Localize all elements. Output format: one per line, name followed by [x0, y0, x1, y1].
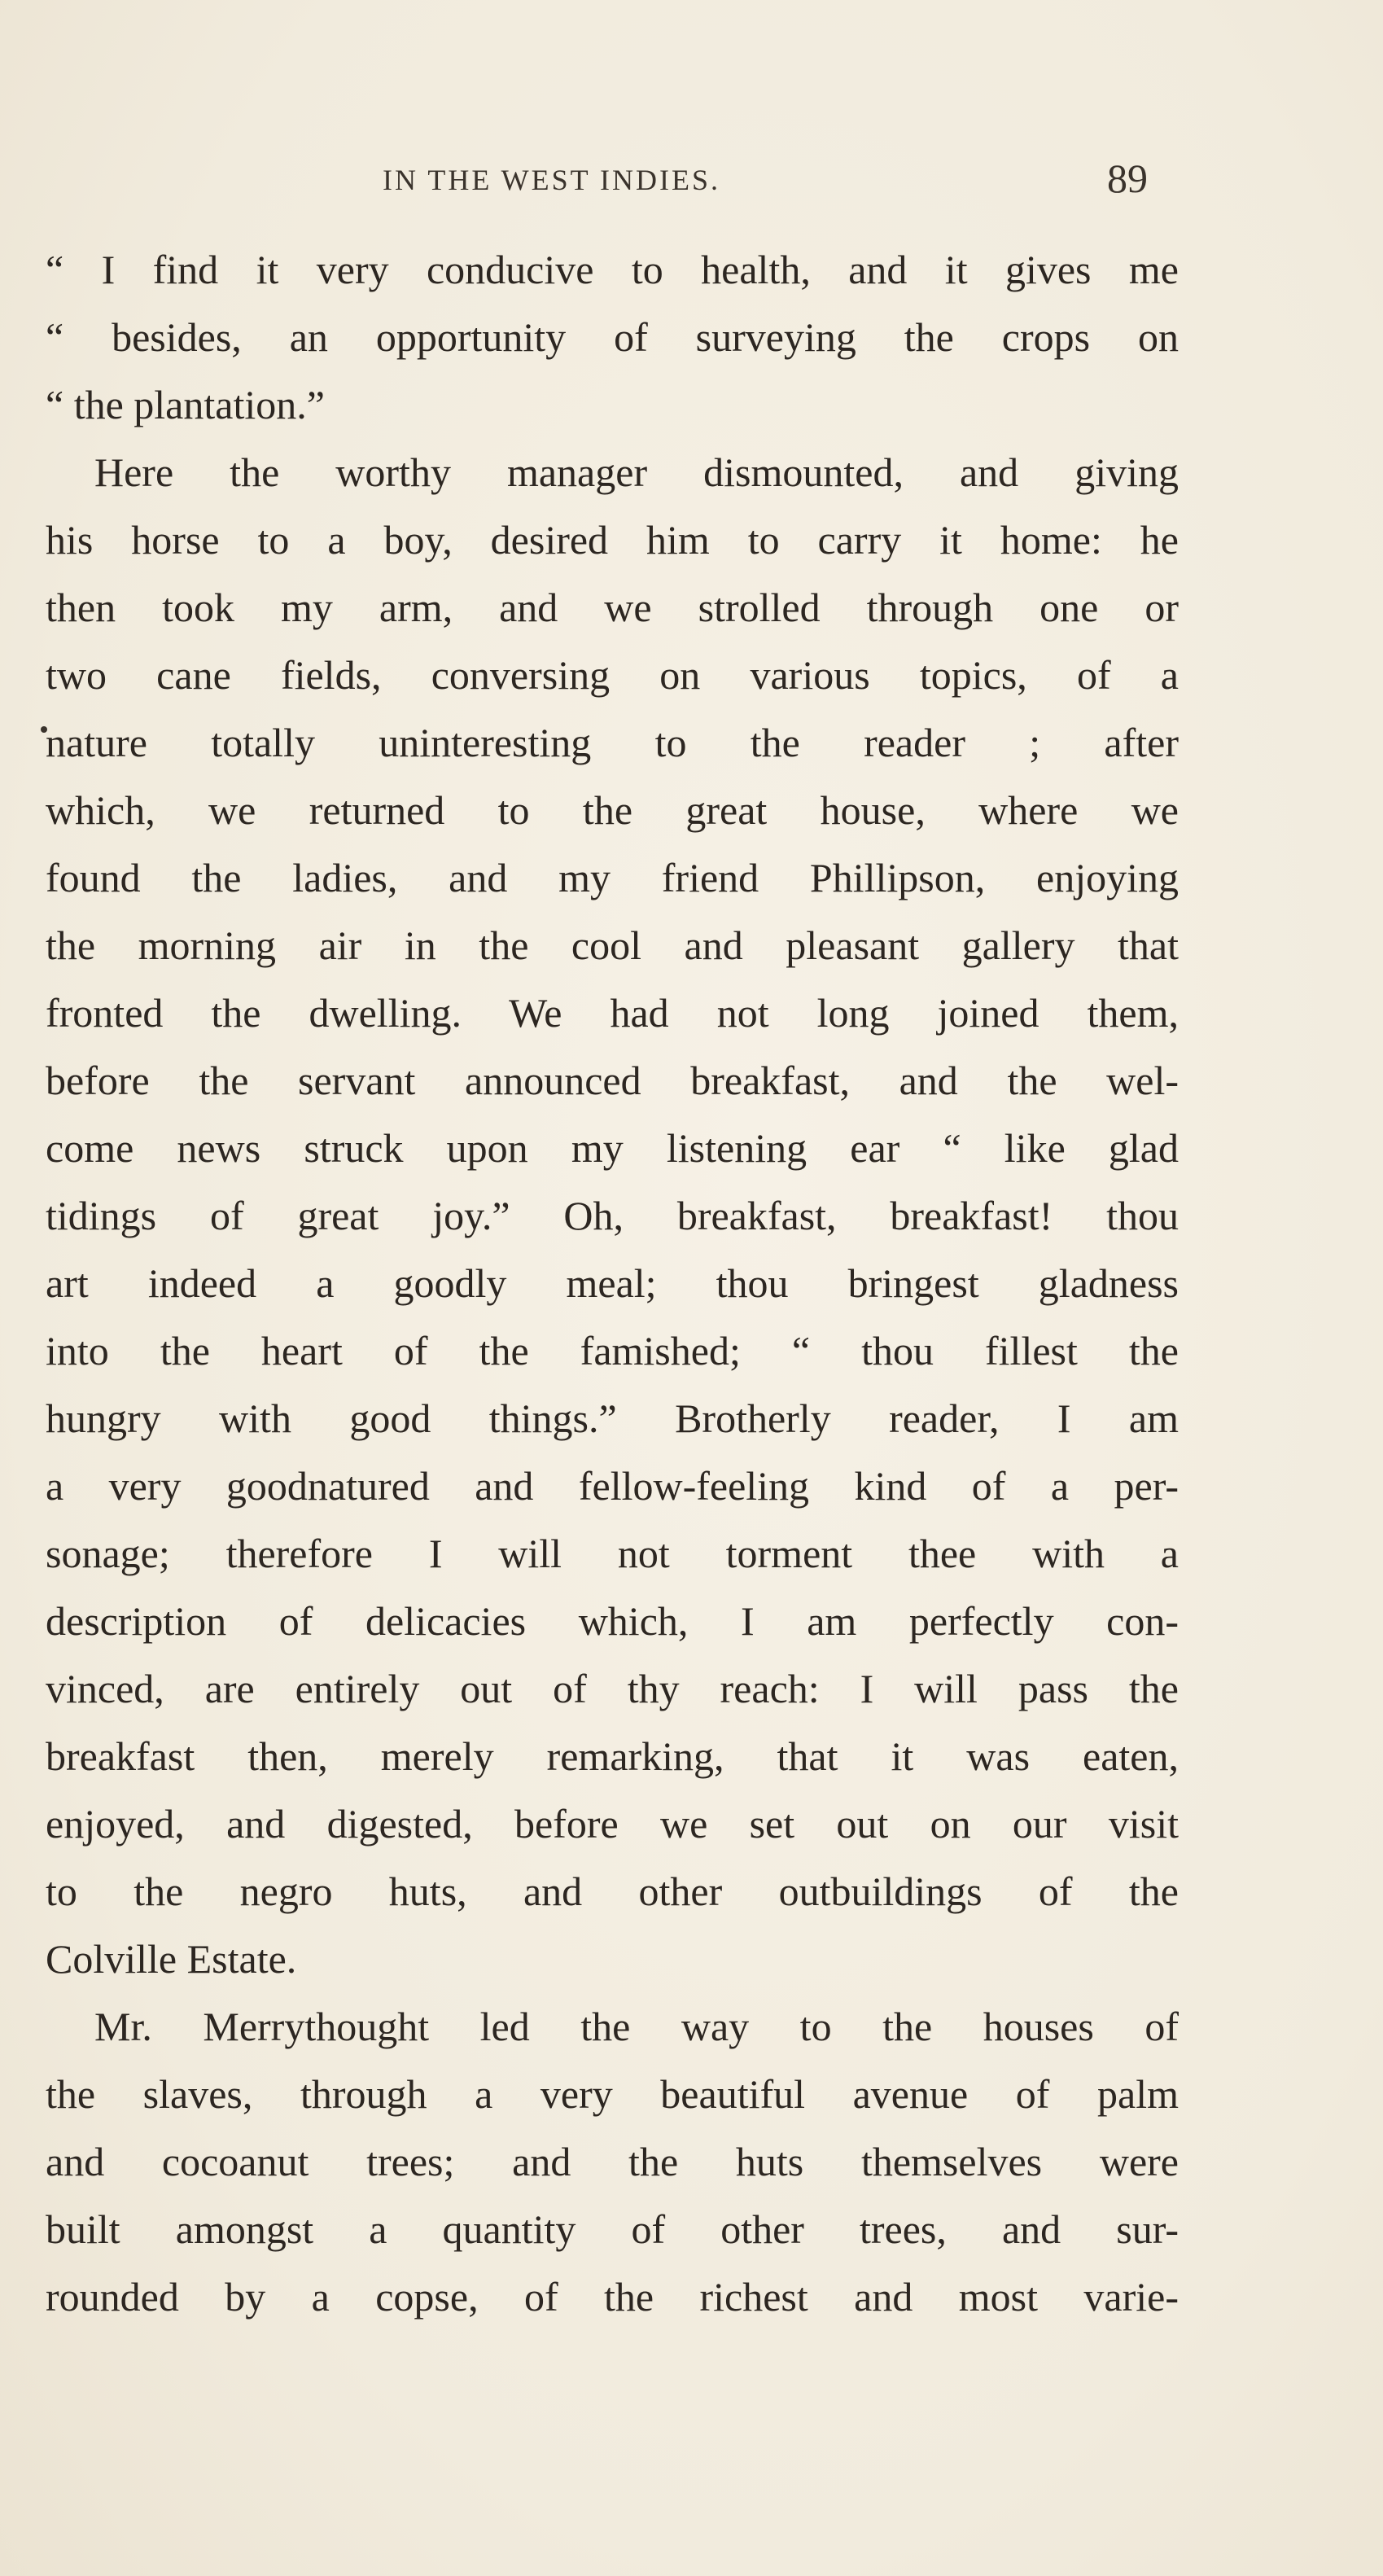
text-line: description of delicacies which, I am perfectly con- [46, 1598, 1179, 1644]
text-line: which, we returned to the great house, where we [46, 787, 1179, 833]
text-line: “ I find it very conducive to health, and it gives me [46, 247, 1179, 292]
text-line: into the heart of the famished; “ thou fillest the [46, 1328, 1179, 1373]
text-line: before the servant announced breakfast, and the wel- [46, 1058, 1179, 1103]
text-line: nature totally uninteresting to the reader ; after [46, 720, 1179, 765]
text-line: built amongst a quantity of other trees, and sur- [46, 2206, 1179, 2252]
text-line: sonage; therefore I will not torment thee with a [46, 1531, 1179, 1576]
text-line: to the negro huts, and other outbuildings of the [46, 1868, 1179, 1914]
running-head [0, 156, 1383, 208]
text-line: the morning air in the cool and pleasant gallery that [46, 922, 1179, 968]
page-number: 89 [1107, 156, 1148, 201]
body-text [46, 236, 1179, 2331]
text-line: come news struck upon my listening ear “ like glad [46, 1125, 1179, 1171]
text-line: “ besides, an opportunity of surveying the crops on [46, 314, 1179, 360]
text-line: tidings of great joy.” Oh, breakfast, breakfast! thou [46, 1193, 1179, 1238]
text-line: breakfast then, merely remarking, that it was eaten, [46, 1733, 1179, 1779]
text-line: Colville Estate. [46, 1936, 297, 1982]
text-line: his horse to a boy, desired him to carry it home: he [46, 517, 1179, 563]
text-line: the slaves, through a very beautiful avenue of palm [46, 2071, 1179, 2117]
text-line: Here the worthy manager dismounted, and giving [94, 449, 1179, 495]
text-line: art indeed a goodly meal; thou bringest gladness [46, 1260, 1179, 1306]
running-title: IN THE WEST INDIES. [383, 164, 720, 196]
text-line: two cane fields, conversing on various topics, of a [46, 652, 1179, 698]
text-line: “ the plantation.” [46, 382, 325, 427]
text-line: found the ladies, and my friend Phillipson, enjoying [46, 855, 1179, 900]
text-line: vinced, are entirely out of thy reach: I will pass the [46, 1666, 1179, 1711]
text-line: enjoyed, and digested, before we set out on our visit [46, 1801, 1179, 1847]
text-line: hungry with good things.” Brotherly reader, I am [46, 1395, 1179, 1441]
text-line: Mr. Merrythought led the way to the houses of [94, 2004, 1179, 2049]
text-line: fronted the dwelling. We had not long joined them, [46, 990, 1179, 1036]
text-line: rounded by a copse, of the richest and most varie- [46, 2274, 1179, 2320]
text-line: then took my arm, and we strolled through one or [46, 585, 1179, 630]
text-line: a very goodnatured and fellow-feeling kind of a per- [46, 1463, 1179, 1509]
text-line: and cocoanut trees; and the huts themselves were [46, 2139, 1179, 2184]
